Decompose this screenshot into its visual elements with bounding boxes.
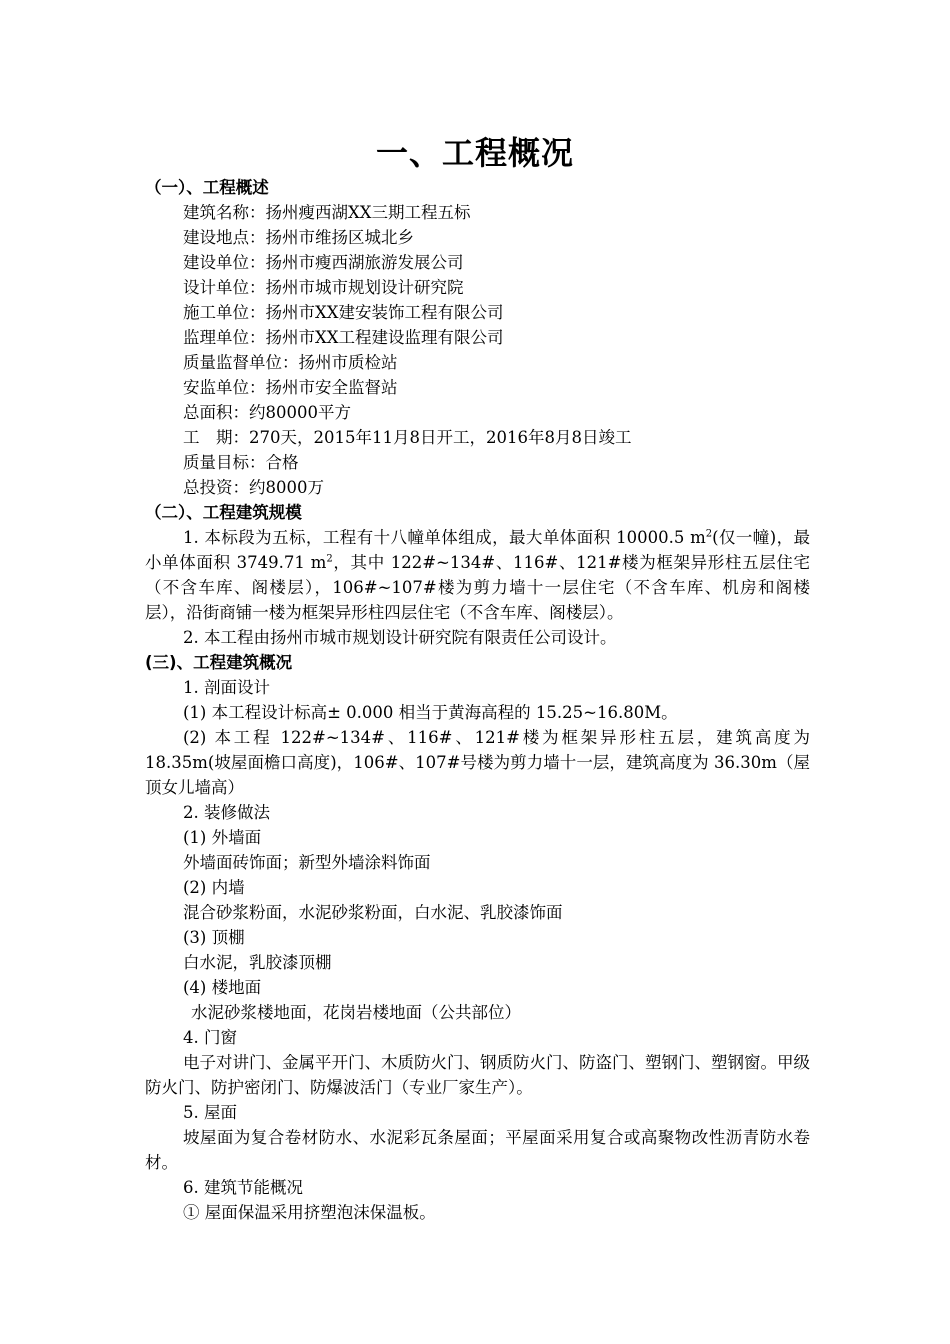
text-run: (仅一幢)，最小单体面积 3749.71 m (145, 528, 811, 572)
text-line: 白水泥，乳胶漆顶棚 (183, 953, 332, 972)
text-line: 水泥砂浆楼地面，花岗岩楼地面（公共部位） (191, 1003, 521, 1022)
text-line: ① 屋面保温采用挤塑泡沫保温板。 (183, 1203, 436, 1222)
info-line: 监理单位：扬州市XX工程建设监理有限公司 (183, 328, 504, 347)
text-line: 外墙面砖饰面；新型外墙涂料饰面 (183, 853, 431, 872)
info-line: 建设单位：扬州市瘦西湖旅游发展公司 (183, 253, 464, 272)
info-line: 建筑名称：扬州瘦西湖XX三期工程五标 (183, 203, 471, 222)
info-line: 工 期：270天，2015年11月8日开工，2016年8月8日竣工 (183, 428, 632, 447)
text-line: (4) 楼地面 (183, 978, 262, 997)
section-heading-overview: （一）、工程概述 (145, 178, 269, 197)
text-line: (2) 内墙 (183, 878, 245, 897)
info-line: 安监单位：扬州市安全监督站 (183, 378, 398, 397)
superscript: 2 (705, 528, 713, 540)
info-line: 设计单位：扬州市城市规划设计研究院 (183, 278, 464, 297)
info-line: 总面积：约80000平方 (183, 403, 351, 422)
subheading: 5. 屋面 (183, 1103, 237, 1122)
subheading: 2. 装修做法 (183, 803, 270, 822)
document-body (145, 175, 810, 1225)
info-line: 施工单位：扬州市XX建安装饰工程有限公司 (183, 303, 504, 322)
text-paragraph: (2) 本工程 122#~134#、116#、121#楼为框架异形柱五层，建筑高度为 18.35m(坡屋面檐口高度)，106#、107#号楼为剪力墙十一层，建筑高度为 36.30m（屋顶女儿墙高） (145, 728, 810, 797)
text-line: 混合砂浆粉面，水泥砂浆粉面，白水泥、乳胶漆饰面 (183, 903, 563, 922)
section-heading-scale: （二）、工程建筑规模 (145, 503, 302, 522)
text-paragraph: 电子对讲门、金属平开门、木质防火门、钢质防火门、防盗门、塑钢门、塑钢窗。甲级防火门、防护密闭门、防爆波活门（专业厂家生产）。 (145, 1053, 810, 1097)
text-paragraph: 坡屋面为复合卷材防水、水泥彩瓦条屋面；平屋面采用复合或高聚物改性沥青防水卷材。 (145, 1128, 810, 1172)
info-line: 建设地点：扬州市维扬区城北乡 (183, 228, 414, 247)
text-run: 1. 本标段为五标，工程有十八幢单体组成，最大单体面积 10000.5 m (183, 528, 706, 547)
page-title: 一、工程概况 (375, 134, 574, 172)
info-line: 质量目标：合格 (183, 453, 299, 472)
scale-paragraph-1 (145, 525, 810, 625)
scale-paragraph-2: 2. 本工程由扬州市城市规划设计研究院有限责任公司设计。 (183, 628, 617, 647)
superscript: 2 (326, 553, 333, 565)
text-line: (1) 外墙面 (183, 828, 262, 847)
text-line: (3) 顶棚 (183, 928, 245, 947)
text-run: ，其中 122#~134#、116#、121#楼为框架异形柱五层住宅（不含车库、阁楼层），106#~107#楼为剪力墙十一层住宅（不含车库、机房和阁楼层），沿街商铺一楼为框架异形柱四层住宅（不含车库、阁楼层）。 (145, 553, 810, 622)
info-line: 质量监督单位：扬州市质检站 (183, 353, 398, 372)
info-line: 总投资：约8000万 (183, 478, 324, 497)
subheading: 1. 剖面设计 (183, 678, 270, 697)
subheading: 6. 建筑节能概况 (183, 1178, 303, 1197)
text-line: (1) 本工程设计标高± 0.000 相当于黄海高程的 15.25~16.80M。 (183, 703, 678, 722)
section-heading-building: (三)、工程建筑概况 (145, 653, 293, 672)
subheading: 4. 门窗 (183, 1028, 237, 1047)
